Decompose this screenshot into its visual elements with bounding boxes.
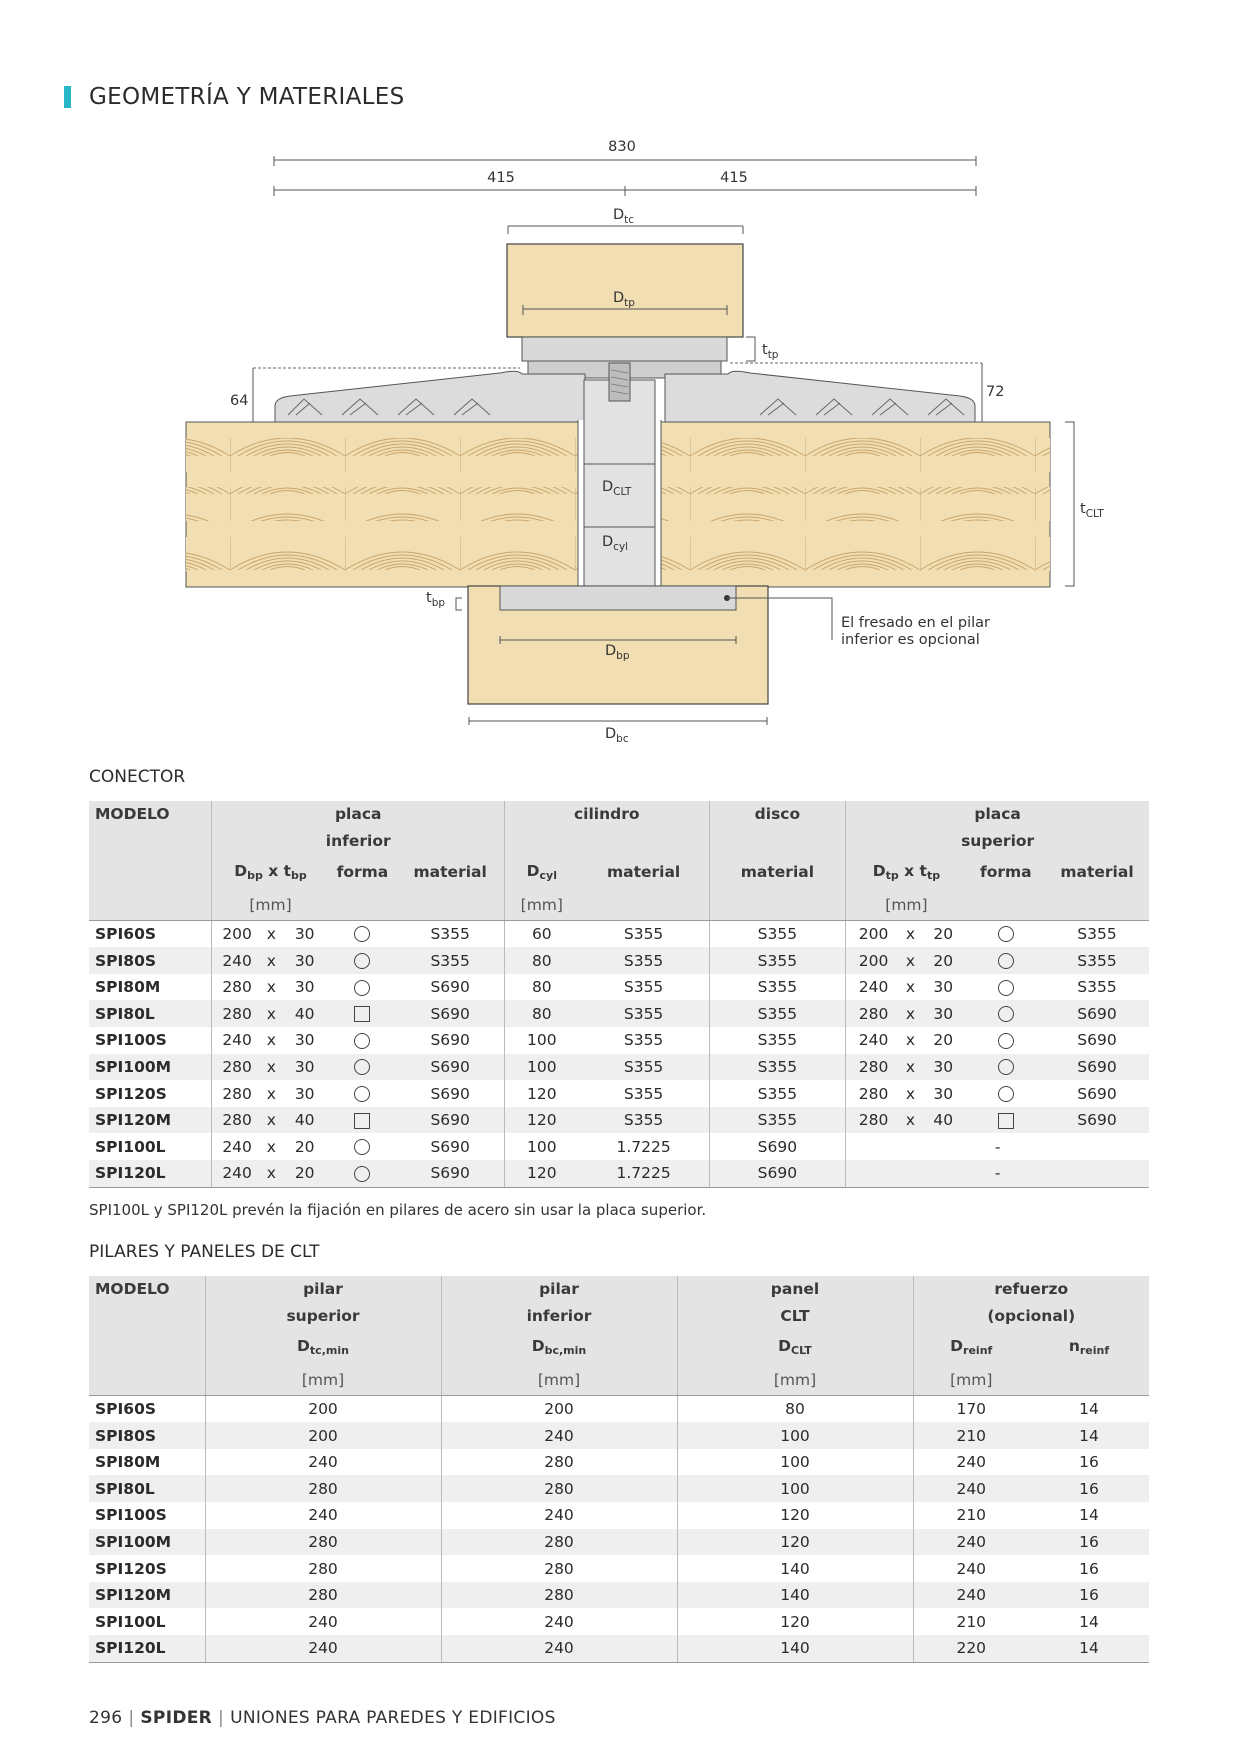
square-shape-icon [998,1113,1014,1129]
footer-chapter: UNIONES PARA PAREDES Y EDIFICIOS [230,1708,556,1728]
dim-64: 64 [230,393,249,409]
model-cell: SPI120L [89,1635,205,1662]
table-row: SPI100M 280 280 120 240 16 [89,1529,1149,1556]
table-row: SPI80M 280 x 30 S690 80 S355 S355 240 x 30 S355 [89,974,1149,1001]
col-cilindro: cilindro [504,801,709,828]
svg-text:Dbp: $D_{bp}$ [605,643,630,662]
pilares-title: PILARES Y PANELES DE CLT [89,1242,320,1262]
model-cell: SPI120M [89,1107,212,1134]
col-placa-superior: placa [846,801,1149,828]
page-footer: 296 | SPIDER | UNIONES PARA PAREDES Y EDIFICIOS [89,1708,556,1728]
svg-text:Dtc: $D_{tc}$ [613,207,635,226]
model-cell: SPI80L [89,1000,212,1027]
table-row: SPI80L 280 x 40 S690 80 S355 S355 280 x 30 S690 [89,1000,1149,1027]
model-cell: SPI120M [89,1582,205,1609]
conector-table: MODELO placa cilindro disco placa inferior superior $D_{bp}$ x $t_{bp}$ forma material $D_{cyl}$ material material $D_{tp}$ x $t_{tp}$ forma material [mm] [mm] [mm] SPI60S 200 x 30 S355 60 S355 S355 200 x 20 S355 SPI80S 240 x 30 S355 80 S355 S355 200 x 20 S355 SPI80M 280 x 30 S690 80 S355 S355 240 x 30 S355 SPI80L 280 x 40 S690 80 S355 S355 280 x 30 S690 SPI100S 240 x 30 S690 100 S355 S355 240 x 20 S690 SPI100M 280 x 30 S690 100 S355 S355 280 x 30 S690 SPI120S 280 x 30 S690 120 S355 S355 280 x 30 S690 SPI120M 280 x 40 S690 120 S355 S355 280 x 40 S690 SPI100L 240 x 20 S690 100 1.7225 S690 - SPI120L 240 x 20 S690 120 1.7225 S690 - [89,801,1149,1188]
table-row: SPI100L 240 x 20 S690 100 1.7225 S690 - [89,1133,1149,1160]
dim-right: 415 [720,170,748,186]
table-row: SPI60S 200 200 80 170 14 [89,1395,1149,1422]
model-cell: SPI100S [95,1506,167,1525]
model-cell: SPI80M [95,978,161,997]
circle-shape-icon [354,926,370,942]
table-row: SPI120S 280 x 30 S690 120 S355 S355 280 x 30 S690 [89,1080,1149,1107]
label-dtc: D [613,207,625,223]
label-dcyl: D [602,534,614,550]
svg-text:Dtp: $D_{tp}$ [613,290,635,309]
table-row: SPI60S 200 x 30 S355 60 S355 S355 200 x 20 S355 [89,920,1149,947]
table-row: SPI100L 240 240 120 210 14 [89,1608,1149,1635]
svg-text:tbp: $t_{bp}$ [426,590,446,609]
dim-72: 72 [986,384,1005,400]
cylinder [584,380,655,586]
pilares-table: MODELO pilar pilar panel refuerzo superior inferior CLT (opcional) $D_{tc,min}$ $D_{bc,min}$ $D_{CLT}$ $D_{reinf}$ $n_{reinf}$ [mm] [mm] [mm] [mm] SPI60S 200 200 80 170 14 SPI80S 200 240 100 210 14 SPI80M 240 280 100 240 16 SPI80L 280 280 100 240 16 SPI100S 240 240 120 210 14 SPI100M 280 280 120 240 16 SPI120S 280 280 140 240 16 SPI120M 280 280 140 240 16 SPI100L 240 240 120 210 14 SPI120L 240 240 140 220 14 [89,1276,1149,1663]
conector-note: SPI100L y SPI120L prevén la fijación en pilares de acero sin usar la placa superior. [89,1201,707,1219]
circle-shape-icon [354,1166,370,1182]
model-cell: SPI60S [95,924,157,943]
table-row: SPI120M 280 280 140 240 16 [89,1582,1149,1609]
milling-note-1: El fresado en el pilar [841,615,990,631]
table-row: SPI100S 240 240 120 210 14 [89,1502,1149,1529]
circle-shape-icon [998,980,1014,996]
col-disco: disco [709,801,846,828]
svg-text:ttp: $t_{tp}$ [762,342,779,361]
label-dclt: D [602,479,614,495]
svg-text:Dbc: $D_{bc}$ [605,726,629,745]
footer-brand: SPIDER [140,1708,213,1728]
col-modelo-2: MODELO [89,1276,205,1303]
circle-shape-icon [998,1006,1014,1022]
bottom-plate [500,586,736,610]
svg-text:DCLT: $D_{CLT}$ [602,479,632,498]
col-pilar-inferior: pilar [441,1276,677,1303]
circle-shape-icon [354,953,370,969]
label-ttp: t [762,342,768,358]
table-row: SPI80L 280 280 100 240 16 [89,1475,1149,1502]
circle-shape-icon [998,1033,1014,1049]
col-panel-clt: panel [677,1276,913,1303]
label-dtp: D [613,290,625,306]
model-cell: SPI80S [89,947,212,974]
top-column [507,244,743,337]
table-row: SPI80S 240 x 30 S355 80 S355 S355 200 x 20 S355 [89,947,1149,974]
square-shape-icon [354,1113,370,1129]
conector-title: CONECTOR [89,767,186,787]
circle-shape-icon [354,980,370,996]
table-row: SPI120L 240 240 140 220 14 [89,1635,1149,1662]
model-cell: SPI80S [89,1422,205,1449]
circle-shape-icon [354,1086,370,1102]
circle-shape-icon [998,1086,1014,1102]
table-row: SPI100M 280 x 30 S690 100 S355 S355 280 x 30 S690 [89,1054,1149,1081]
svg-text:tCLT: $t_{CLT}$ [1080,501,1104,520]
circle-shape-icon [354,1033,370,1049]
circle-shape-icon [354,1139,370,1155]
table-row: SPI80M 240 280 100 240 16 [89,1449,1149,1476]
model-cell: SPI120S [95,1084,167,1103]
model-cell: SPI100L [95,1612,166,1631]
page-number: 296 [89,1708,123,1728]
square-shape-icon [354,1006,370,1022]
dim-left: 415 [487,170,515,186]
top-plate [522,337,727,361]
svg-text:Dcyl: $D_{cyl}$ [602,534,629,553]
table-row: SPI80S 200 240 100 210 14 [89,1422,1149,1449]
model-cell: SPI120L [89,1160,212,1187]
model-cell: SPI80M [95,1453,161,1472]
model-cell: SPI120S [95,1559,167,1578]
model-cell: SPI80L [89,1475,205,1502]
section-title: GEOMETRÍA Y MATERIALES [89,84,405,110]
model-cell: SPI100S [95,1031,167,1050]
col-placa-inferior: placa [212,801,505,828]
milling-note-2: inferior es opcional [841,632,980,648]
model-cell: SPI100M [89,1529,205,1556]
col-modelo: MODELO [89,801,212,828]
model-cell: SPI100L [95,1137,166,1156]
table-row: SPI120L 240 x 20 S690 120 1.7225 S690 - [89,1160,1149,1187]
table-row: SPI120S 280 280 140 240 16 [89,1555,1149,1582]
circle-shape-icon [998,926,1014,942]
connector-drawing [0,0,1240,760]
circle-shape-icon [354,1059,370,1075]
circle-shape-icon [998,1059,1014,1075]
label-dbp: D [605,643,617,659]
model-cell: SPI60S [95,1399,157,1418]
label-tclt: t [1080,501,1086,517]
label-dbc: D [605,726,617,742]
dim-total: 830 [608,139,636,155]
col-refuerzo: refuerzo [913,1276,1149,1303]
circle-shape-icon [998,953,1014,969]
model-cell: SPI100M [89,1054,212,1081]
label-tbp: t [426,590,432,606]
col-pilar-superior: pilar [205,1276,441,1303]
table-row: SPI120M 280 x 40 S690 120 S355 S355 280 x 40 S690 [89,1107,1149,1134]
table-row: SPI100S 240 x 30 S690 100 S355 S355 240 x 20 S690 [89,1027,1149,1054]
